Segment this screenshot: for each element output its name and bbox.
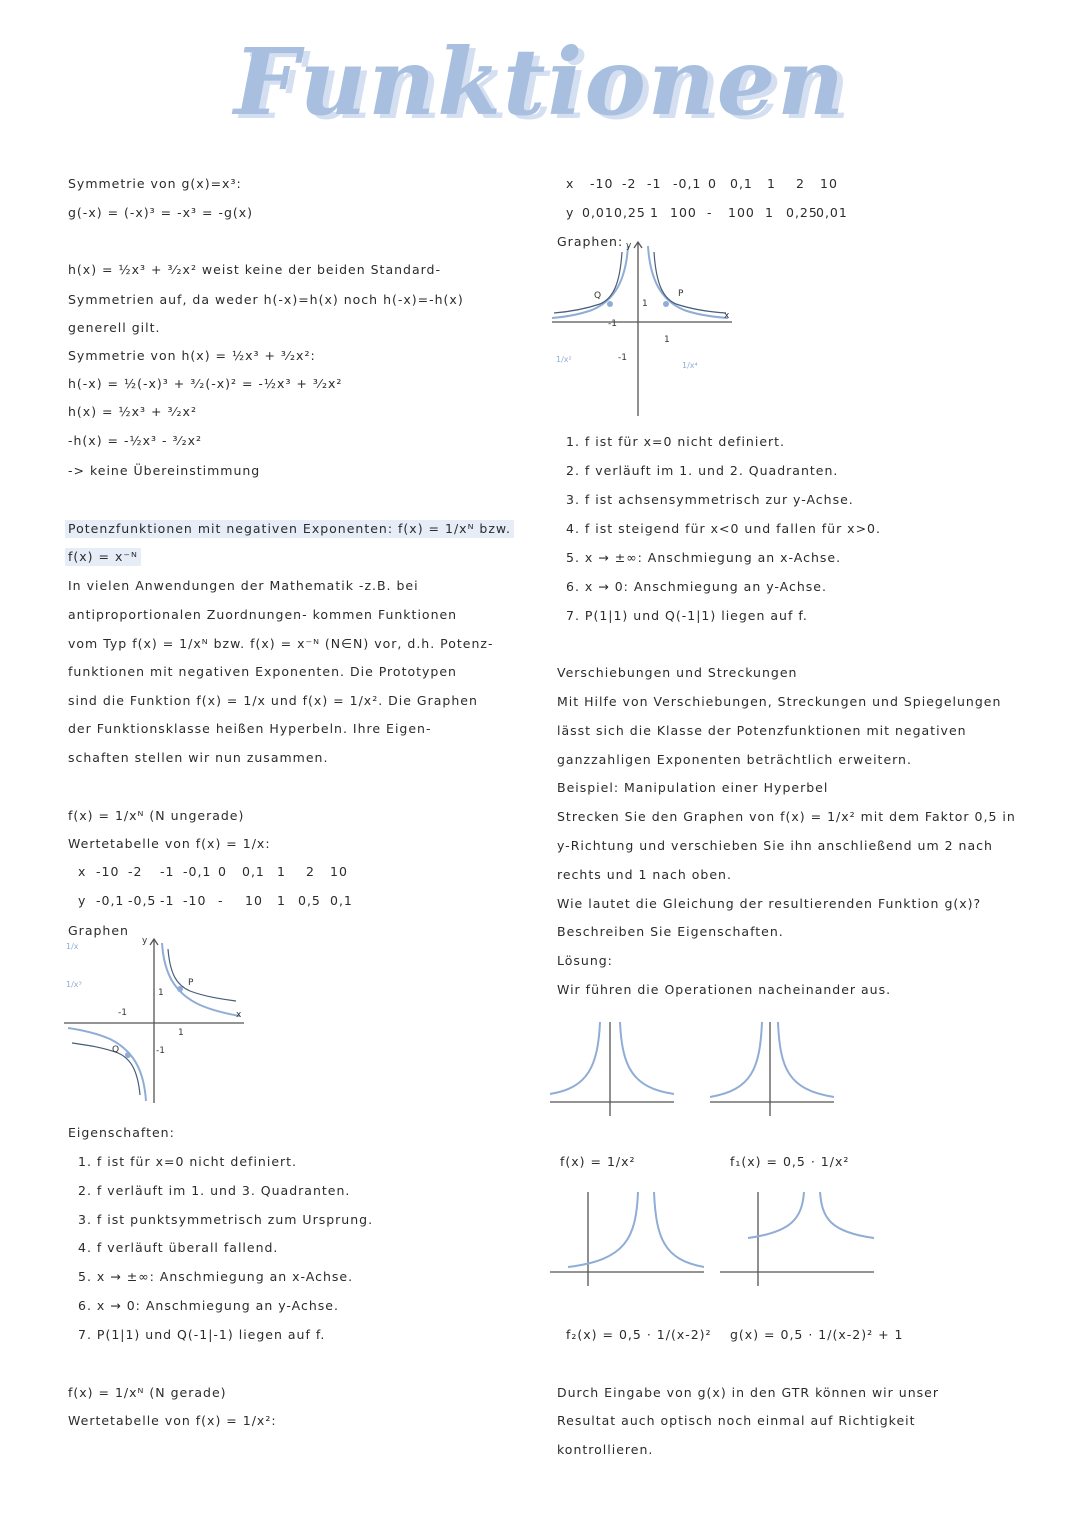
vs-line-3: ganzzahligen Exponenten beträchtlich erweitern. [557, 752, 912, 767]
eig-heading: Eigenschaften: [68, 1125, 175, 1140]
even-heading: f(x) = 1/xᴺ (N gerade) [68, 1385, 227, 1400]
graph-f2 [548, 1188, 708, 1288]
page-title: Funktionen [233, 28, 847, 136]
y-axis-label: y [142, 936, 148, 946]
intro-line-6: der Funktionsklasse heißen Hyperbeln. Ihre Eigen- [68, 721, 432, 736]
sym-g-heading: Symmetrie von g(x)=x³: [68, 176, 242, 191]
odd-heading: f(x) = 1/xᴺ (N ungerade) [68, 808, 245, 823]
odd-graphen-label: Graphen [68, 923, 129, 938]
even-graphen-label: Graphen: [557, 234, 624, 249]
even-table-x-label: x [566, 176, 575, 191]
end-line-1: Durch Eingabe von g(x) in den GTR können wir unser [557, 1385, 939, 1400]
odd-table-y-2: -1 [160, 893, 175, 908]
vs-task: Beschreiben Sie Eigenschaften. [557, 924, 784, 939]
end-line-3: kontrollieren. [557, 1442, 654, 1457]
y-tick-minus-1: -1 [156, 1046, 165, 1056]
h-text-2: Symmetrien auf, da weder h(-x)=h(x) noch h(-x)=-h(x) [68, 292, 464, 307]
graph-g [718, 1188, 878, 1288]
sym-g-equation: g(-x) = (-x)³ = -x³ = -g(x) [68, 205, 254, 220]
odd-table-x-3: -0,1 [183, 864, 212, 879]
intro-line-2: antiproportionalen Zuordnungen- kommen Funktionen [68, 607, 458, 622]
legend-1-over-x4: 1/x⁴ [682, 361, 698, 370]
vs-solution-label: Lösung: [557, 953, 613, 968]
odd-table-y-1: -0,5 [128, 893, 157, 908]
vs-line-6: y-Richtung und verschieben Sie ihn anschließend um 2 nach [557, 838, 993, 853]
odd-table-x-8: 10 [330, 864, 348, 879]
vs-heading: Verschiebungen und Streckungen [557, 665, 798, 680]
legend-1-over-x3: 1/x³ [66, 980, 82, 989]
even-table-y-3: 100 [670, 205, 697, 220]
graph-g-label: g(x) = 0,5 · 1/(x-2)² + 1 [730, 1327, 904, 1342]
x-axis-label: x [236, 1010, 242, 1020]
curve-1-over-x3-pos [168, 949, 236, 1001]
even-table-y-0: 0,01 [582, 205, 614, 220]
odd-eig-3: 3. f ist punktsymmetrisch zum Ursprung. [78, 1212, 374, 1227]
odd-table-x-6: 1 [277, 864, 286, 879]
even-table-x-5: 0,1 [730, 176, 753, 191]
graph-f1 [708, 1018, 838, 1118]
even-eig-6: 6. x → 0: Anschmiegung an y-Achse. [566, 579, 827, 594]
even-table-y-4: - [707, 205, 713, 220]
odd-table-title: Wertetabelle von f(x) = 1/x: [68, 836, 271, 851]
y-tick-1: 1 [642, 299, 648, 309]
x-tick-minus-1: -1 [608, 319, 617, 329]
even-table-x-7: 2 [796, 176, 805, 191]
h-conclusion: -> keine Übereinstimmung [68, 463, 261, 478]
odd-eig-1: 1. f ist für x=0 nicht definiert. [78, 1154, 298, 1169]
h-text-7: -h(x) = -½x³ - ³⁄₂x² [68, 433, 203, 448]
point-q-label: Q [594, 291, 602, 301]
intro-line-4: funktionen mit negativen Exponenten. Die Prototypen [68, 664, 457, 679]
point-p-label: P [188, 978, 194, 988]
odd-table-x-4: 0 [218, 864, 227, 879]
even-table-x-6: 1 [767, 176, 776, 191]
odd-eig-7: 7. P(1|1) und Q(-1|-1) liegen auf f. [78, 1327, 326, 1342]
curve-1-over-x3-neg [72, 1043, 140, 1095]
even-eig-3: 3. f ist achsensymmetrisch zur y-Achse. [566, 492, 854, 507]
vs-solution-text: Wir führen die Operationen nacheinander aus. [557, 982, 892, 997]
vs-line-5: Strecken Sie den Graphen von f(x) = 1/x² mit dem Faktor 0,5 in [557, 809, 1016, 824]
even-table-y-6: 1 [765, 205, 774, 220]
odd-table-y-6: 1 [277, 893, 286, 908]
end-line-2: Resultat auch optisch noch einmal auf Richtigkeit [557, 1413, 916, 1428]
graph-f1-label: f₁(x) = 0,5 · 1/x² [730, 1154, 850, 1169]
even-table-title: Wertetabelle von f(x) = 1/x²: [68, 1413, 277, 1428]
pot-heading: Potenzfunktionen mit negativen Exponenten: f(x) = 1/xᴺ bzw. [65, 520, 514, 538]
even-table-y-1: 0,25 [614, 205, 646, 220]
graph-f2-label: f₂(x) = 0,5 · 1/(x-2)² [566, 1327, 712, 1342]
point-q-label: Q [112, 1045, 120, 1055]
even-eig-7: 7. P(1|1) und Q(-1|1) liegen auf f. [566, 608, 808, 623]
odd-hyperbola-graph [62, 935, 262, 1105]
even-table-x-3: -0,1 [673, 176, 702, 191]
even-eig-5: 5. x → ±∞: Anschmiegung an x-Achse. [566, 550, 842, 565]
point-p [663, 301, 669, 307]
x-tick-minus-1: -1 [118, 1008, 127, 1018]
intro-line-3: vom Typ f(x) = 1/xᴺ bzw. f(x) = x⁻ᴺ (N∈N) vor, d.h. Potenz- [68, 636, 494, 651]
y-tick-minus-1: -1 [618, 353, 627, 363]
even-table-y-2: 1 [650, 205, 659, 220]
odd-table-x-0: -10 [96, 864, 120, 879]
vs-line-7: rechts und 1 nach oben. [557, 867, 732, 882]
vs-example-heading: Beispiel: Manipulation einer Hyperbel [557, 780, 829, 795]
odd-table-y-8: 0,1 [330, 893, 353, 908]
even-table-x-2: -1 [647, 176, 662, 191]
legend-1-over-x: 1/x [66, 942, 79, 951]
vs-line-1: Mit Hilfe von Verschiebungen, Streckungen und Spiegelungen [557, 694, 1002, 709]
even-eig-4: 4. f ist steigend für x<0 und fallen für x>0. [566, 521, 881, 536]
pot-heading-2: f(x) = x⁻ᴺ [65, 548, 141, 566]
vs-question: Wie lautet die Gleichung der resultierenden Funktion g(x)? [557, 896, 982, 911]
y-axis-label: y [626, 241, 632, 251]
even-table-y-8: 0,01 [816, 205, 848, 220]
odd-table-x-7: 2 [306, 864, 315, 879]
intro-line-7: schaften stellen wir nun zusammen. [68, 750, 329, 765]
point-q [125, 1052, 131, 1058]
odd-eig-4: 4. f verläuft überall fallend. [78, 1240, 279, 1255]
odd-table-y-5: 10 [245, 893, 263, 908]
odd-table-x-1: -2 [128, 864, 143, 879]
legend-1-over-x2: 1/x² [556, 355, 572, 364]
h-text-5: h(-x) = ½(-x)³ + ³⁄₂(-x)² = -½x³ + ³⁄₂x² [68, 376, 343, 391]
even-eig-2: 2. f verläuft im 1. und 2. Quadranten. [566, 463, 839, 478]
point-p [177, 986, 183, 992]
y-tick-1: 1 [158, 988, 164, 998]
even-table-x-0: -10 [590, 176, 614, 191]
odd-table-y-0: -0,1 [96, 893, 125, 908]
graph-f [548, 1018, 678, 1118]
even-hyperbola-graph [550, 238, 750, 418]
even-table-y-7: 0,25 [786, 205, 818, 220]
odd-table-x-2: -1 [160, 864, 175, 879]
h-text-3: generell gilt. [68, 320, 161, 335]
x-axis-label: x [724, 311, 730, 321]
graph-f-label: f(x) = 1/x² [560, 1154, 636, 1169]
even-table-x-8: 10 [820, 176, 838, 191]
even-table-x-4: 0 [708, 176, 717, 191]
odd-table-y-4: - [218, 893, 224, 908]
h-text-4: Symmetrie von h(x) = ½x³ + ³⁄₂x²: [68, 348, 316, 363]
curve-1-over-x-pos [162, 943, 240, 1016]
odd-table-y-label: y [78, 893, 87, 908]
odd-eig-2: 2. f verläuft im 1. und 3. Quadranten. [78, 1183, 351, 1198]
odd-table-y-7: 0,5 [298, 893, 321, 908]
odd-table-y-3: -10 [183, 893, 207, 908]
h-text-1: h(x) = ½x³ + ³⁄₂x² weist keine der beiden Standard- [68, 262, 441, 277]
curve-1-over-x-neg [68, 1028, 146, 1101]
intro-line-1: In vielen Anwendungen der Mathematik -z.B. bei [68, 578, 419, 593]
x-tick-1: 1 [178, 1028, 184, 1038]
even-table-x-1: -2 [622, 176, 637, 191]
odd-table-x-label: x [78, 864, 87, 879]
even-eig-1: 1. f ist für x=0 nicht definiert. [566, 434, 786, 449]
intro-line-5: sind die Funktion f(x) = 1/x und f(x) = 1/x². Die Graphen [68, 693, 478, 708]
even-table-y-label: y [566, 205, 575, 220]
odd-table-x-5: 0,1 [242, 864, 265, 879]
x-tick-1: 1 [664, 335, 670, 345]
point-p-label: P [678, 289, 684, 299]
h-text-6: h(x) = ½x³ + ³⁄₂x² [68, 404, 197, 419]
even-table-y-5: 100 [728, 205, 755, 220]
vs-line-2: lässt sich die Klasse der Potenzfunktionen mit negativen [557, 723, 967, 738]
odd-eig-6: 6. x → 0: Anschmiegung an y-Achse. [78, 1298, 339, 1313]
odd-eig-5: 5. x → ±∞: Anschmiegung an x-Achse. [78, 1269, 354, 1284]
point-q [607, 301, 613, 307]
